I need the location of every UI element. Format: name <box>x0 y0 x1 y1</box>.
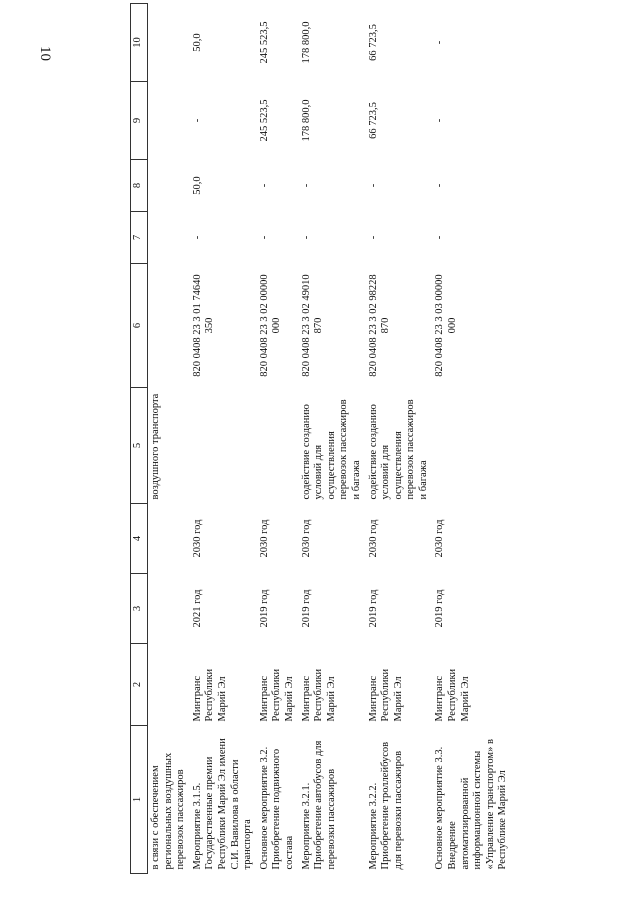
result-cell: содействие созданию условий для осуществления перевозок пассажиров и багажа <box>300 399 362 500</box>
table-row <box>432 4 512 874</box>
value-col8-cell: - <box>300 183 312 188</box>
measure-name-cell: Основное мероприятие 3.2. Приобретение подвижного состава <box>258 746 295 870</box>
executor-cell: Минтранс Республики Марий Эл <box>434 668 471 722</box>
value-col8-cell: 50,0 <box>191 176 203 195</box>
value-col10-cell: - <box>434 40 446 45</box>
header-cell: 7 <box>131 212 148 264</box>
value-col7-cell: - <box>367 235 379 240</box>
measure-name-cell: в связи с обеспечением региональных воздушных перевозок пассажиров <box>150 752 187 870</box>
value-col9-cell: 66 723,5 <box>367 102 379 139</box>
end-year-cell <box>148 504 190 574</box>
start-year-cell: 2019 год <box>258 589 270 628</box>
value-col8-cell: - <box>434 183 446 188</box>
result-cell <box>432 388 512 504</box>
budget-code-cell: 820 0408 23 3 02 49010 870 <box>300 274 325 377</box>
budget-code-cell <box>148 264 190 388</box>
header-cell: 6 <box>131 264 148 388</box>
executor-cell: Минтранс Республики Марий Эл <box>258 668 295 722</box>
value-col9-cell <box>148 82 190 160</box>
result-cell: содействие созданию условий для осуществления перевозок пассажиров и багажа <box>367 399 429 500</box>
measure-name-cell: Основное мероприятие 3.3. Внедрение автоматизированной информационной системы «Управление транспортом» в Республике Марий Эл <box>434 739 509 870</box>
table-row <box>299 4 366 874</box>
value-col9-cell: - <box>434 118 446 123</box>
value-col7-cell: - <box>300 235 312 240</box>
value-col7-cell: - <box>191 235 203 240</box>
result-cell <box>190 388 257 504</box>
header-cell: 10 <box>131 4 148 82</box>
value-col9-cell: 178 800,0 <box>300 99 312 142</box>
header-cell: 1 <box>131 726 148 874</box>
measure-name-cell: Мероприятие 3.2.2. Приобретение троллейбусов для перевозки пассажиров <box>367 741 404 870</box>
page-number: 10 <box>37 46 53 61</box>
measure-name-cell: Мероприятие 3.2.1. Приобретение автобусов для перевозки пассажиров <box>300 740 337 870</box>
executor-cell <box>148 644 190 726</box>
table-row <box>366 4 433 874</box>
start-year-cell: 2019 год <box>434 589 446 628</box>
start-year-cell: 2021 год <box>191 589 203 628</box>
end-year-cell: 2030 год <box>367 519 379 558</box>
start-year-cell: 2019 год <box>300 589 312 628</box>
table-row <box>148 4 190 874</box>
value-col10-cell: 245 523,5 <box>258 21 270 64</box>
value-col10-cell: 50,0 <box>191 33 203 52</box>
value-col9-cell: - <box>191 118 203 123</box>
start-year-cell: 2019 год <box>367 589 379 628</box>
executor-cell: Минтранс Республики Марий Эл <box>300 668 337 722</box>
value-col10-cell <box>148 4 190 82</box>
header-row <box>131 4 148 874</box>
header-cell: 5 <box>131 388 148 504</box>
rotated-table-area <box>130 4 618 874</box>
end-year-cell: 2030 год <box>191 519 203 558</box>
value-col10-cell: 66 723,5 <box>367 24 379 61</box>
measure-name-cell: Мероприятие 3.1.5. Государственные премии Республики Марий Эл имени С.И. Вавилова в области транспорта <box>191 738 254 870</box>
program-table <box>130 3 512 874</box>
header-cell: 3 <box>131 574 148 644</box>
value-col7-cell: - <box>258 235 270 240</box>
value-col10-cell: 178 800,0 <box>300 21 312 64</box>
table-row <box>257 4 299 874</box>
result-cell <box>257 388 299 504</box>
result-cell: воздушного транспорта <box>150 393 161 500</box>
header-cell: 4 <box>131 504 148 574</box>
value-col8-cell <box>148 160 190 212</box>
budget-code-cell: 820 0408 23 3 01 74640 350 <box>191 274 216 377</box>
end-year-cell: 2030 год <box>300 519 312 558</box>
budget-code-cell: 820 0408 23 3 02 98228 870 <box>367 274 392 377</box>
table-row <box>190 4 257 874</box>
end-year-cell: 2030 год <box>258 519 270 558</box>
header-cell: 9 <box>131 82 148 160</box>
value-col8-cell: - <box>367 183 379 188</box>
value-col7-cell: - <box>434 235 446 240</box>
budget-code-cell: 820 0408 23 3 02 00000 000 <box>258 274 283 377</box>
header-cell: 2 <box>131 644 148 726</box>
value-col7-cell <box>148 212 190 264</box>
start-year-cell <box>148 574 190 644</box>
end-year-cell: 2030 год <box>434 519 446 558</box>
budget-code-cell: 820 0408 23 3 03 00000 000 <box>434 274 459 377</box>
value-col9-cell: 245 523,5 <box>258 99 270 142</box>
value-col8-cell: - <box>258 183 270 188</box>
header-cell: 8 <box>131 160 148 212</box>
executor-cell: Минтранс Республики Марий Эл <box>191 668 228 722</box>
executor-cell: Минтранс Республики Марий Эл <box>367 668 404 722</box>
